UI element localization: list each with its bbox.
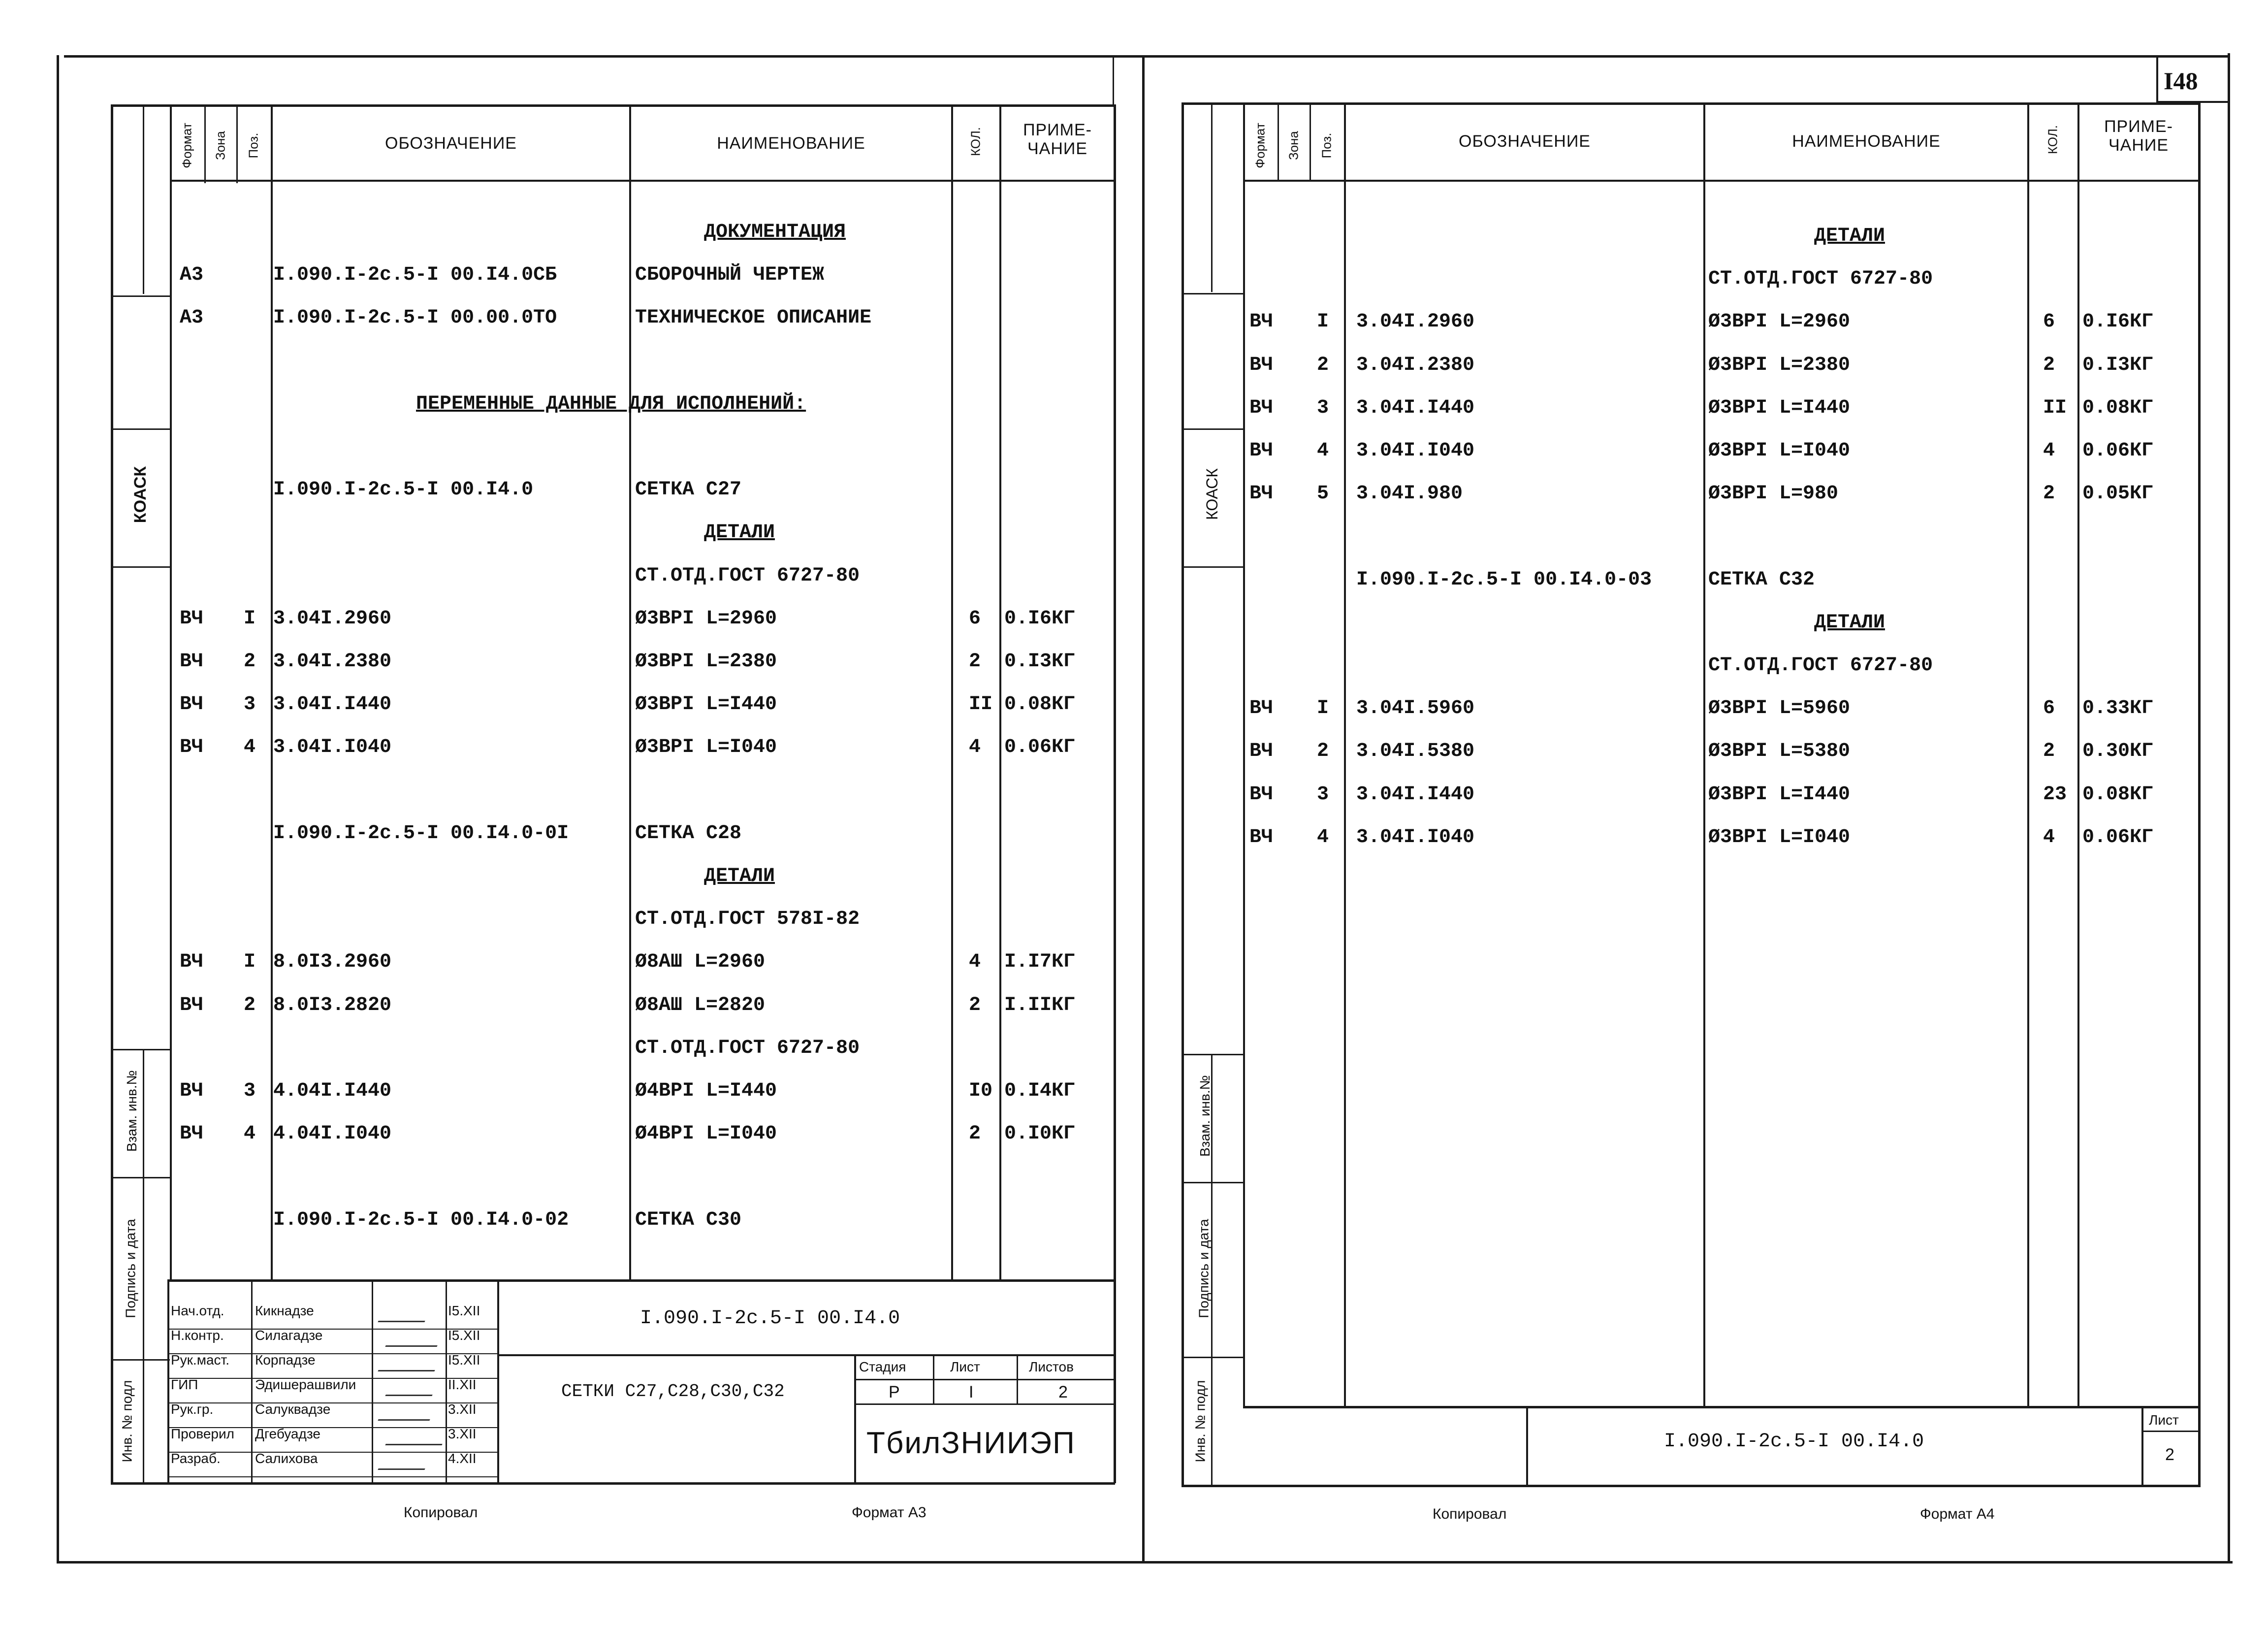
row-designation: 3.04I.5380	[1356, 740, 1475, 763]
signature-mark	[378, 1404, 437, 1421]
row-format: ВЧ	[1249, 740, 1274, 763]
row-format: ВЧ	[1249, 354, 1274, 376]
row-designation: 3.04I.2380	[1356, 354, 1475, 376]
row-format: А3	[180, 307, 204, 329]
side-field-signature-date: Подпись и дата	[123, 1219, 138, 1318]
row-format: ВЧ	[1249, 483, 1274, 505]
row-position: 2	[244, 651, 256, 673]
stamp-sheet: I	[969, 1383, 974, 1401]
row-format: ВЧ	[1249, 440, 1274, 462]
row-designation: 3.04I.I440	[273, 693, 392, 716]
row-note: 0.06КГ	[1004, 736, 1076, 759]
row-quantity: 6	[969, 607, 981, 630]
row-position: 3	[244, 693, 256, 716]
row-note: I.IIКГ	[1004, 994, 1076, 1016]
header-pos-right: Поз.	[1319, 132, 1334, 159]
stamp-date: I5.XII	[448, 1303, 480, 1318]
row-designation: 3.04I.2960	[273, 607, 392, 630]
header-designation: ОБОЗНАЧЕНИЕ	[385, 134, 517, 153]
row-name: Ø8АШ L=2960	[635, 951, 766, 974]
row-quantity: 2	[969, 651, 981, 673]
row-quantity: I0	[969, 1080, 993, 1102]
row-designation: 4.04I.I040	[273, 1123, 392, 1145]
side-field-replaced-inv: Взам. инв.№	[124, 1070, 139, 1152]
row-name: СТ.ОТД.ГОСТ 6727-80	[635, 1037, 860, 1059]
row-format: ВЧ	[1249, 311, 1274, 333]
header-format: Формат	[179, 123, 194, 168]
row-designation: 3.04I.2960	[1356, 311, 1475, 333]
row-designation: 3.04I.I440	[1356, 396, 1475, 419]
row-name: Ø4ВРI L=I040	[635, 1123, 777, 1145]
row-position: I	[1317, 697, 1329, 720]
side-label-koask: КОАСК	[131, 466, 150, 523]
stamp-title: СЕТКИ С27,С28,С30,С32	[561, 1381, 785, 1401]
row-quantity: 4	[969, 736, 981, 759]
header-name-right: НАИМЕНОВАНИЕ	[1792, 132, 1941, 151]
row-position: 3	[1317, 396, 1329, 419]
row-note: 0.I4КГ	[1004, 1080, 1076, 1102]
row-name: СТ.ОТД.ГОСТ 578I-82	[635, 908, 860, 931]
side-label-koask-right: КОАСК	[1203, 468, 1221, 520]
stamp-name: Корпадзе	[255, 1352, 316, 1368]
page-number: I48	[2164, 67, 2198, 95]
row-designation: 3.04I.5960	[1356, 697, 1475, 720]
row-name: Ø3ВРI L=5960	[1708, 697, 1851, 720]
signature-mark	[385, 1331, 444, 1347]
header-pos: Поз.	[246, 132, 261, 159]
header-zone: Зона	[213, 131, 228, 160]
row-position: 4	[244, 1123, 256, 1145]
row-designation: 4.04I.I440	[273, 1080, 392, 1102]
row-quantity: 4	[969, 951, 981, 974]
row-quantity: 2	[2043, 740, 2055, 763]
row-name: Ø3ВРI L=980	[1708, 483, 1839, 505]
row-name: СЕТКА С27	[635, 479, 742, 501]
stamp-stage-label: Стадия	[859, 1359, 906, 1374]
row-designation: 3.04I.980	[1356, 483, 1463, 505]
stamp-date: 3.XII	[448, 1426, 477, 1441]
section-heading: ДЕТАЛИ	[1814, 225, 1885, 247]
header-designation-right: ОБОЗНАЧЕНИЕ	[1459, 132, 1591, 151]
left-footer-format: Формат А3	[852, 1504, 926, 1521]
row-name: СЕТКА С28	[635, 822, 742, 845]
signature-mark	[378, 1454, 432, 1470]
side-field-inv-original: Инв. № подл	[119, 1380, 135, 1463]
row-format: ВЧ	[180, 607, 204, 630]
header-zone-right: Зона	[1286, 131, 1301, 160]
row-designation: 3.04I.I040	[1356, 826, 1475, 848]
row-position: I	[244, 607, 256, 630]
left-footer-copied: Копировал	[404, 1504, 478, 1521]
stamp-role: Н.контр.	[171, 1328, 224, 1343]
row-name: СТ.ОТД.ГОСТ 6727-80	[635, 564, 860, 587]
row-name: Ø3ВРI L=2380	[635, 651, 777, 673]
row-note: 0.08КГ	[2082, 783, 2154, 806]
row-position: 2	[244, 994, 256, 1016]
row-designation: I.090.I-2с.5-I 00.I4.0-03	[1356, 568, 1652, 591]
row-format: А3	[180, 264, 204, 287]
row-quantity: 4	[2043, 826, 2055, 848]
signature-mark	[378, 1355, 442, 1371]
stamp-sheets: 2	[1058, 1383, 1068, 1401]
stamp-sheet-label: Лист	[950, 1359, 980, 1374]
row-quantity: 2	[2043, 483, 2055, 505]
row-note: 0.I3КГ	[1004, 651, 1076, 673]
row-designation: 8.0I3.2960	[273, 951, 392, 974]
row-quantity: 23	[2043, 783, 2067, 806]
stamp-name: Эдишерашвили	[255, 1377, 356, 1392]
stamp-stage: Р	[889, 1383, 900, 1401]
row-designation: 3.04I.I040	[273, 736, 392, 759]
row-name: СТ.ОТД.ГОСТ 6727-80	[1708, 654, 1933, 677]
row-note: 0.33КГ	[2082, 697, 2154, 720]
row-name: СТ.ОТД.ГОСТ 6727-80	[1708, 268, 1933, 291]
row-position: 3	[244, 1080, 256, 1102]
section-heading: ДОКУМЕНТАЦИЯ	[704, 221, 846, 243]
right-footer-copied: Копировал	[1433, 1506, 1507, 1522]
row-format: ВЧ	[1249, 396, 1274, 419]
right-stamp-doc-code: I.090.I-2с.5-I 00.I4.0	[1664, 1431, 1924, 1453]
row-name: Ø4ВРI L=I440	[635, 1080, 777, 1102]
row-name: Ø8АШ L=2820	[635, 994, 766, 1016]
row-note: 0.I6КГ	[1004, 607, 1076, 630]
row-designation: 3.04I.I040	[1356, 440, 1475, 462]
side-field-signature-date-right: Подпись и дата	[1196, 1219, 1212, 1318]
stamp-date: 3.XII	[448, 1401, 477, 1417]
row-position: 4	[244, 736, 256, 759]
row-note: 0.06КГ	[2082, 440, 2154, 462]
row-format: ВЧ	[180, 994, 204, 1016]
row-format: ВЧ	[1249, 697, 1274, 720]
row-position: 2	[1317, 354, 1329, 376]
row-position: 3	[1317, 783, 1329, 806]
row-name: Ø3ВРI L=5380	[1708, 740, 1851, 763]
row-designation: I.090.I-2с.5-I 00.00.0ТО	[273, 307, 557, 329]
stamp-role: Разраб.	[171, 1451, 221, 1466]
header-qty: КОЛ.	[968, 127, 983, 157]
row-name: Ø3ВРI L=I040	[1708, 440, 1851, 462]
stamp-doc-code: I.090.I-2с.5-I 00.I4.0	[640, 1307, 900, 1330]
side-field-replaced-inv-right: Взам. инв.№	[1197, 1075, 1213, 1157]
row-note: 0.08КГ	[1004, 693, 1076, 716]
row-format: ВЧ	[1249, 783, 1274, 806]
row-name: Ø3ВРI L=2960	[635, 607, 777, 630]
stamp-date: I5.XII	[448, 1328, 480, 1343]
stamp-role: ГИП	[171, 1377, 198, 1392]
signature-mark	[385, 1429, 449, 1445]
signature-mark	[378, 1306, 432, 1322]
row-designation: I.090.I-2с.5-I 00.I4.0-0I	[273, 822, 569, 845]
row-name: ТЕХНИЧЕСКОЕ ОПИСАНИЕ	[635, 307, 872, 329]
row-position: 2	[1317, 740, 1329, 763]
row-designation: I.090.I-2с.5-I 00.I4.0-02	[273, 1208, 569, 1231]
row-quantity: II	[969, 693, 993, 716]
row-quantity: 2	[2043, 354, 2055, 376]
stamp-name: Дгебуадзе	[255, 1426, 320, 1441]
row-name: Ø3ВРI L=I440	[635, 693, 777, 716]
row-format: ВЧ	[180, 736, 204, 759]
row-note: 0.I3КГ	[2082, 354, 2154, 376]
row-quantity: 6	[2043, 697, 2055, 720]
row-format: ВЧ	[180, 651, 204, 673]
row-position: 4	[1317, 826, 1329, 848]
row-designation: 8.0I3.2820	[273, 994, 392, 1016]
row-position: I	[244, 951, 256, 974]
stamp-date: 4.XII	[448, 1451, 477, 1466]
row-format: ВЧ	[180, 951, 204, 974]
stamp-role: Нач.отд.	[171, 1303, 224, 1318]
stamp-role: Рук.гр.	[171, 1401, 214, 1417]
header-format-right: Формат	[1252, 123, 1268, 168]
row-name: СЕТКА С32	[1708, 568, 1815, 591]
right-stamp-sheet: 2	[2165, 1445, 2174, 1464]
stamp-role: Рук.маст.	[171, 1352, 230, 1368]
row-note: 0.08КГ	[2082, 396, 2154, 419]
row-designation: 3.04I.2380	[273, 651, 392, 673]
stamp-name: Кикнадзе	[255, 1303, 314, 1318]
row-note: 0.I0КГ	[1004, 1123, 1076, 1145]
row-note: 0.05КГ	[2082, 483, 2154, 505]
section-heading: ДЕТАЛИ	[704, 521, 775, 544]
row-format: ВЧ	[180, 693, 204, 716]
header-name: НАИМЕНОВАНИЕ	[717, 134, 865, 153]
stamp-name: Силагадзе	[255, 1328, 323, 1343]
row-name: СЕТКА С30	[635, 1208, 742, 1231]
row-name: Ø3ВРI L=I440	[1708, 396, 1851, 419]
row-quantity: II	[2043, 396, 2067, 419]
row-name: Ø3ВРI L=I040	[635, 736, 777, 759]
row-note: I.I7КГ	[1004, 951, 1076, 974]
row-quantity: 4	[2043, 440, 2055, 462]
row-name: Ø3ВРI L=I040	[1708, 826, 1851, 848]
row-format: ВЧ	[180, 1080, 204, 1102]
row-position: 4	[1317, 440, 1329, 462]
section-heading: ДЕТАЛИ	[1814, 611, 1885, 634]
row-designation: I.090.I-2с.5-I 00.I4.0	[273, 479, 534, 501]
row-quantity: 2	[969, 994, 981, 1016]
header-note: ПРИМЕ- ЧАНИЕ	[1023, 121, 1092, 158]
row-note: 0.I6КГ	[2082, 311, 2154, 333]
row-quantity: 6	[2043, 311, 2055, 333]
signature-mark	[385, 1380, 439, 1396]
stamp-organization: ТбилЗНИИЭП	[866, 1426, 1076, 1460]
row-note: 0.06КГ	[2082, 826, 2154, 848]
row-position: I	[1317, 311, 1329, 333]
side-field-inv-original-right: Инв. № подл	[1192, 1380, 1208, 1463]
stamp-date: II.XII	[448, 1377, 477, 1392]
row-position: 5	[1317, 483, 1329, 505]
row-designation: 3.04I.I440	[1356, 783, 1475, 806]
right-footer-format: Формат А4	[1920, 1506, 1995, 1522]
row-name: Ø3ВРI L=2960	[1708, 311, 1851, 333]
header-note-right: ПРИМЕ- ЧАНИЕ	[2104, 117, 2173, 155]
stamp-sheets-label: Листов	[1029, 1359, 1074, 1374]
row-name: Ø3ВРI L=I440	[1708, 783, 1851, 806]
section-heading-wide: ПЕРЕМЕННЫЕ ДАННЫЕ ДЛЯ ИСПОЛНЕНИЙ:	[416, 392, 806, 415]
stamp-date: I5.XII	[448, 1352, 480, 1368]
row-designation: I.090.I-2с.5-I 00.I4.0СБ	[273, 264, 557, 287]
row-name: Ø3ВРI L=2380	[1708, 354, 1851, 376]
row-format: ВЧ	[1249, 826, 1274, 848]
row-name: СБОРОЧНЫЙ ЧЕРТЕЖ	[635, 264, 825, 287]
stamp-name: Салихова	[255, 1451, 318, 1466]
row-quantity: 2	[969, 1123, 981, 1145]
stamp-name: Салуквадзе	[255, 1401, 331, 1417]
row-note: 0.30КГ	[2082, 740, 2154, 763]
section-heading: ДЕТАЛИ	[704, 865, 775, 887]
row-format: ВЧ	[180, 1123, 204, 1145]
stamp-role: Проверил	[171, 1426, 234, 1441]
right-stamp-sheet-label: Лист	[2149, 1412, 2179, 1428]
header-qty-right: КОЛ.	[2045, 125, 2060, 155]
